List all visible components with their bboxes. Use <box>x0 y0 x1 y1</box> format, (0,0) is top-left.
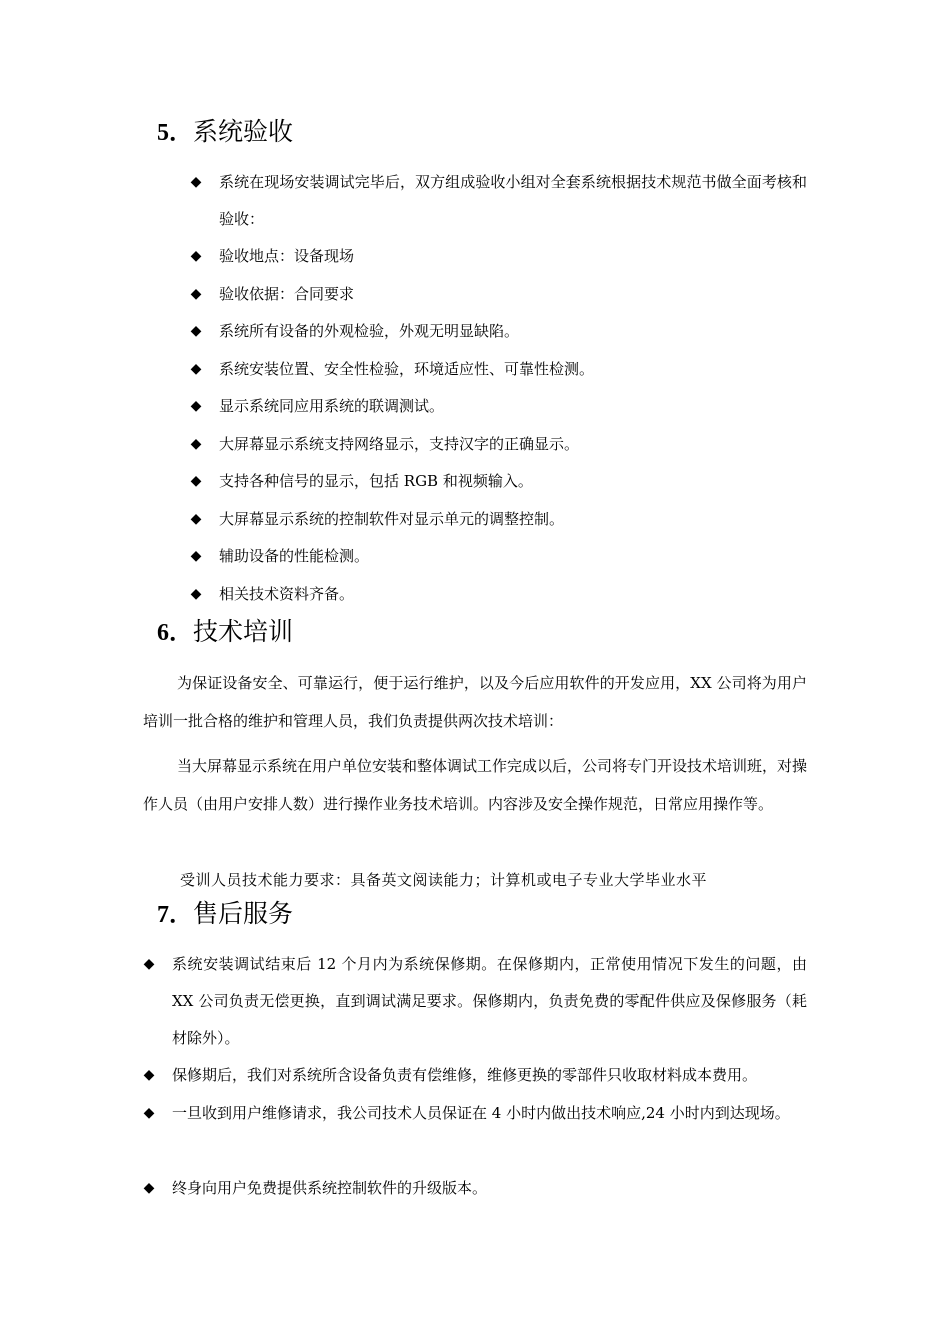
section-5-number: 5． <box>157 120 193 146</box>
diamond-bullet-icon: ◆ <box>190 586 202 602</box>
section-7-number: 7． <box>157 902 193 928</box>
diamond-bullet-icon: ◆ <box>190 361 202 377</box>
list-item-text: 验收依据：合同要求 <box>219 285 355 303</box>
diamond-bullet-icon: ◆ <box>190 248 202 264</box>
diamond-bullet-icon: ◆ <box>190 174 202 190</box>
diamond-bullet-icon: ◆ <box>143 1105 155 1121</box>
list-item-text: 系统安装调试结束后 12 个月内为系统保修期。在保修期内，正常使用情况下发生的问题，由 XX 公司负责无偿更换，直到调试满足要求。保修期内，负责免费的零配件供应及保修服务（耗材除外）。 <box>172 955 807 1047</box>
diamond-bullet-icon: ◆ <box>190 511 202 527</box>
list-item-text: 支持各种信号的显示，包括 RGB 和视频输入。 <box>219 472 533 490</box>
list-item-text: 大屏幕显示系统支持网络显示，支持汉字的正确显示。 <box>219 435 580 453</box>
section-6-title: 技术培训 <box>193 617 294 646</box>
list-item-text: 系统所有设备的外观检验，外观无明显缺陷。 <box>219 322 520 340</box>
diamond-bullet-icon: ◆ <box>190 398 202 414</box>
list-item-text: 系统安装位置、安全性检验，环境适应性、可靠性检测。 <box>219 360 595 378</box>
diamond-bullet-icon: ◆ <box>190 548 202 564</box>
paragraph: 当大屏幕显示系统在用户单位安装和整体调试工作完成以后，公司将专门开设技术培训班，对操作人员（由用户安排人数）进行操作业务技术培训。内容涉及安全操作规范，日常应用操作等。 <box>143 757 808 813</box>
section-7-title: 售后服务 <box>193 899 294 928</box>
section-6-number: 6． <box>157 620 193 646</box>
list-item-text: 终身向用户免费提供系统控制软件的升级版本。 <box>172 1179 488 1197</box>
list-item-text: 系统在现场安装调试完毕后，双方组成验收小组对全套系统根据技术规范书做全面考核和验收： <box>219 173 807 228</box>
section-7-heading <box>157 898 293 931</box>
list-item-text: 显示系统同应用系统的联调测试。 <box>219 397 445 415</box>
section-6-heading <box>157 616 293 649</box>
diamond-bullet-icon: ◆ <box>143 956 155 972</box>
section-5-heading <box>157 116 293 149</box>
list-item-text: 辅助设备的性能检测。 <box>219 547 370 565</box>
list-item-text: 相关技术资料齐备。 <box>219 585 355 603</box>
diamond-bullet-icon: ◆ <box>143 1067 155 1083</box>
section-5-title: 系统验收 <box>193 117 294 146</box>
paragraph: 受训人员技术能力要求：具备英文阅读能力；计算机或电子专业大学毕业水平 <box>180 871 708 889</box>
list-item-text: 大屏幕显示系统的控制软件对显示单元的调整控制。 <box>219 510 565 528</box>
paragraph: 为保证设备安全、可靠运行，便于运行维护，以及今后应用软件的开发应用，XX 公司将为用户培训一批合格的维护和管理人员，我们负责提供两次技术培训： <box>143 674 807 730</box>
list-item-text: 一旦收到用户维修请求，我公司技术人员保证在 4 小时内做出技术响应,24 小时内到达现场。 <box>172 1104 790 1122</box>
diamond-bullet-icon: ◆ <box>190 323 202 339</box>
diamond-bullet-icon: ◆ <box>143 1180 155 1196</box>
diamond-bullet-icon: ◆ <box>190 473 202 489</box>
list-item-text: 保修期后，我们对系统所含设备负责有偿维修，维修更换的零部件只收取材料成本费用。 <box>172 1066 758 1084</box>
diamond-bullet-icon: ◆ <box>190 286 202 302</box>
list-item-text: 验收地点：设备现场 <box>219 247 355 265</box>
diamond-bullet-icon: ◆ <box>190 436 202 452</box>
